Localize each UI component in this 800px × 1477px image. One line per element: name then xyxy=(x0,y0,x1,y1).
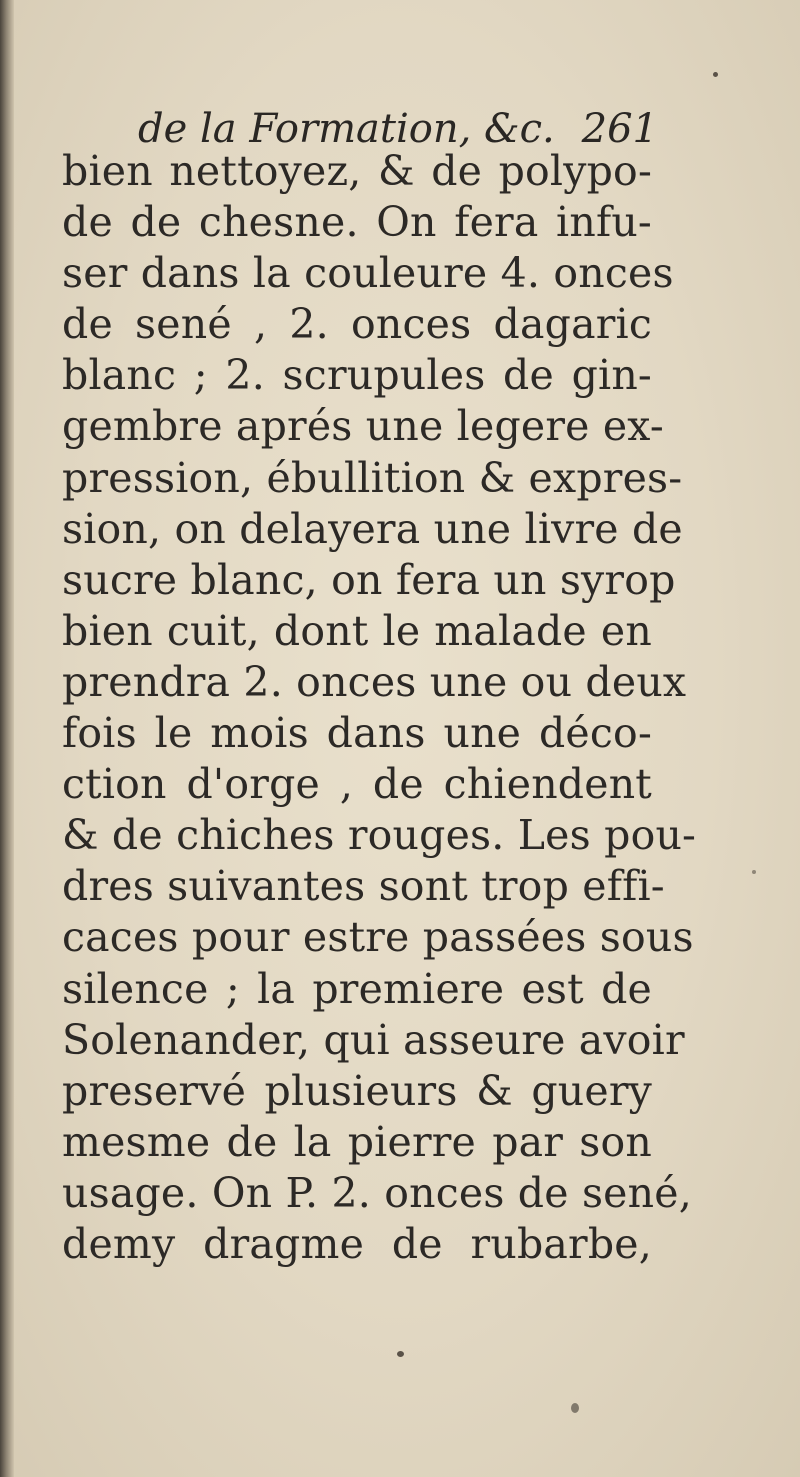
text-line: Solenander, qui asseure avoir xyxy=(62,1015,685,1064)
ink-speck xyxy=(397,1351,404,1357)
text-line: gembre aprés une legere ex- xyxy=(62,402,664,451)
text-line: caces pour estre passées sous xyxy=(62,913,694,962)
text-line: usage. On P. 2. onces de sené, xyxy=(62,1168,692,1217)
text-line: fois le mois dans une déco- xyxy=(62,709,652,758)
text-line: silence ; la premiere est de xyxy=(62,964,652,1013)
body-text xyxy=(62,146,697,1270)
text-line: sion, on delayera une livre de xyxy=(62,504,683,553)
text-line: demy dragme de rubarbe, xyxy=(62,1219,652,1268)
text-line: ction d'orge , de chiendent xyxy=(62,760,652,809)
text-line: sucre blanc, on fera un syrop xyxy=(62,555,676,604)
text-line: blanc ; 2. scrupules de gin- xyxy=(62,351,652,400)
text-line: preservé plusieurs & guery xyxy=(62,1066,652,1115)
text-line: prendra 2. onces une ou deux xyxy=(62,657,687,706)
text-line: de sené , 2. onces dagaric xyxy=(62,300,652,349)
text-line: dres suivantes sont trop effi- xyxy=(62,862,665,911)
text-line: de de chesne. On fera infu- xyxy=(62,198,652,247)
page-number: 261 xyxy=(581,106,658,152)
running-title: de la Formation, &c. xyxy=(138,106,555,152)
ink-speck xyxy=(752,870,756,874)
text-line: ser dans la couleure 4. onces xyxy=(62,249,674,298)
text-line: mesme de la pierre par son xyxy=(62,1117,652,1166)
ink-speck xyxy=(571,1403,579,1413)
text-line: pression, ébullition & expres- xyxy=(62,453,683,502)
text-line: bien nettoyez, & de polypo- xyxy=(62,147,652,195)
page-binding-edge xyxy=(0,0,14,1477)
text-line: & de chiches rouges. Les pou- xyxy=(62,811,697,860)
ink-speck xyxy=(713,72,718,77)
text-line: bien cuit, dont le malade en xyxy=(62,606,652,655)
